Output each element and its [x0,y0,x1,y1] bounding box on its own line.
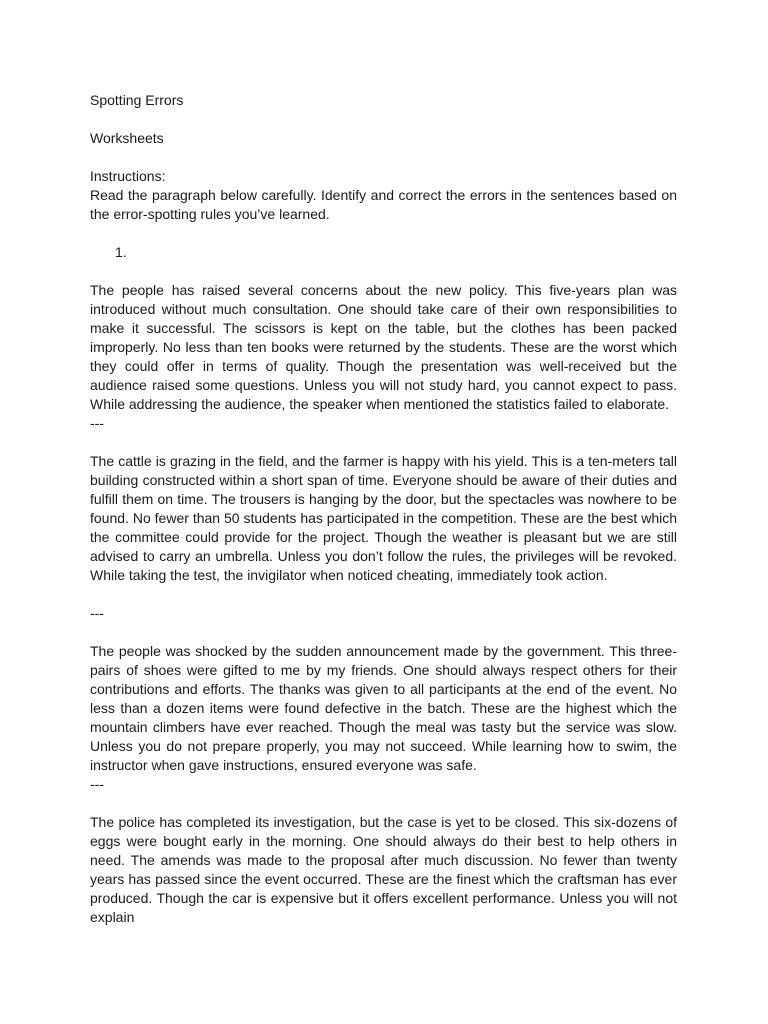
spacer [90,433,677,452]
spacer [90,623,677,642]
document-title: Spotting Errors [90,92,184,108]
document-subtitle: Worksheets [90,130,164,146]
paragraph-1: The people has raised several concerns about the new policy. This five-years plan was introduced without much consultation. One should take care of their own responsibilities to make it successful. The scissors is kept on the table, but the clothes has been packed improperly. No less than ten books were returned by the students. These are the worst which they could offer in terms of quality. Though the presentation was well-received but the audience raised some questions. Unless you will not study hard, you cannot expect to pass. While addressing the audience, the speaker when mentioned the statistics failed to elaborate. [90,282,677,412]
instructions-text: Read the paragraph below carefully. Identify and correct the errors in the sentences based on the error-spotting rules you’ve learned. [90,187,677,222]
paragraph-4: The police has completed its investigation, but the case is yet to be closed. This six-dozens of eggs were bought early in the morning. One should always do their best to help others in need. The amends was made to the proposal after much discussion. No fewer than twenty years has passed since the event occurred. These are the finest which the craftsman has ever produced. Though the car is expensive but it offers excellent performance. Unless you will not explain [90,814,677,925]
document-page [90,91,677,927]
separator: --- [90,776,104,792]
instructions-label: Instructions: [90,168,166,184]
spacer [90,148,677,167]
paragraph-2: The cattle is grazing in the field, and the farmer is happy with his yield. This is a ten-meters tall building constructed within a short span of time. Everyone should be aware of their duties and fulfill them on time. The trousers is hanging by the door, but the spectacles was nowhere to be found. No fewer than 50 students has participated in the competition. These are the best which the committee could provide for the project. Though the weather is pleasant but we are still advised to carry an umbrella. Unless you don’t follow the rules, the privileges will be revoked. While taking the test, the invigilator when noticed cheating, immediately took action. [90,453,677,583]
spacer [90,224,677,243]
spacer [90,585,677,604]
spacer [90,262,677,281]
paragraph-3: The people was shocked by the sudden announcement made by the government. This three-pairs of shoes were gifted to me by my friends. One should always respect others for their contributions and efforts. The thanks was given to all participants at the end of the event. No less than a dozen items were found defective in the batch. These are the highest which the mountain climbers have ever reached. Though the meal was tasty but the service was slow. Unless you do not prepare properly, you may not succeed. While learning how to swim, the instructor when gave instructions, ensured everyone was safe. [90,643,677,773]
spacer [90,794,677,813]
list-number: 1. [115,244,127,260]
separator: --- [90,605,104,621]
spacer [90,110,677,129]
separator: --- [90,415,104,431]
